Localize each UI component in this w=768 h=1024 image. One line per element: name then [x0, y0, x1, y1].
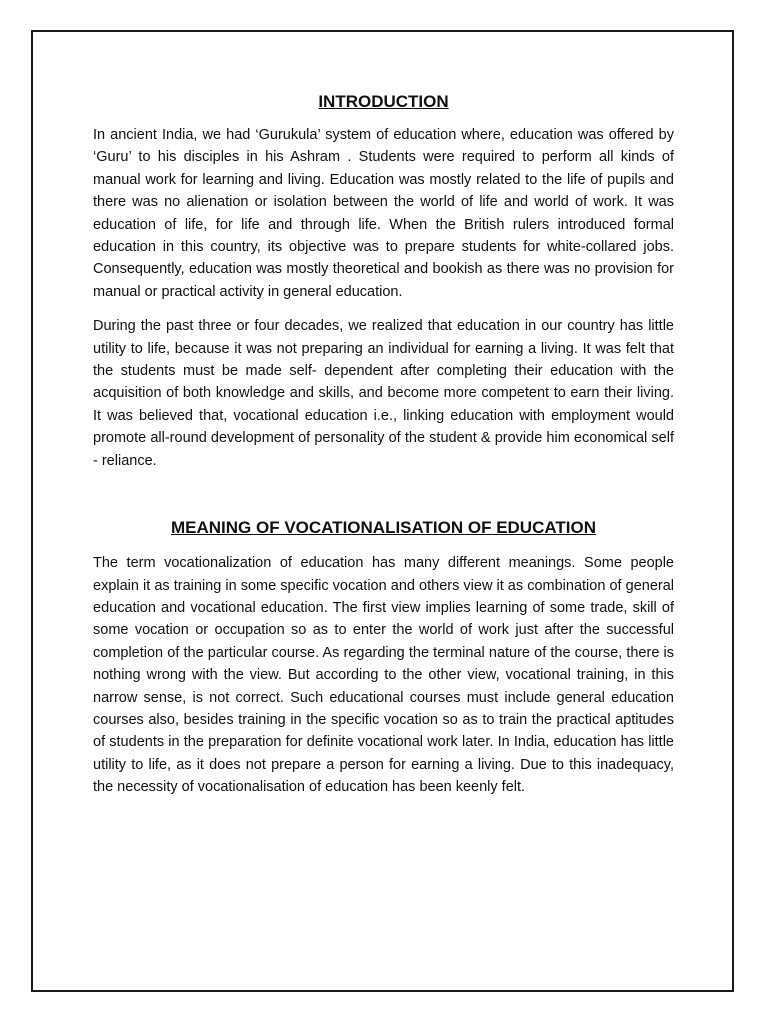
meaning-heading: MEANING OF VOCATIONALISATION OF EDUCATION [171, 518, 596, 538]
meaning-paragraph-1: The term vocationalization of education has many different meanings. Some people explain it as training in some specific vocation and others view it as combination of general education and vocational education. The first view implies learning of some trade, skill of some vocation or occupation so as to enter the world of work just after the successful completion of the particular course. As regarding the terminal nature of the course, there is nothing wrong with the view. But according to the other view, vocational training, in this narrow sense, is not correct. Such educational courses must include general education courses also, besides training in the specific vocation so as to train the practical aptitudes of students in the preparation for definite vocational work later. In India, education has little utility to life, as it does not prepare a person for earning a living. Due to this inadequacy, the necessity of vocationalisation of education has been keenly felt. [93, 555, 674, 796]
introduction-paragraph-1: In ancient India, we had ‘Gurukula’ system of education where, education was offered by ‘Guru’ to his disciples in his Ashram . Students were required to perform all kinds of manual work for learning and living. Education was mostly related to the life of pupils and there was no alienation or isolation between the world of life and world of work. It was education of life, for life and through life. When the British rulers introduced formal education in this country, its objective was to prepare students for white-collared jobs. Consequently, education was mostly theoretical and bookish as there was no provision for manual or practical activity in general education. [93, 127, 674, 300]
introduction-heading: INTRODUCTION [318, 92, 449, 111]
introduction-paragraph-2: During the past three or four decades, we realized that education in our country has little utility to life, because it was not preparing an individual for earning a living. It was felt that the students must be made self- dependent after completing their education with the acquisition of both knowledge and skills, and become more competent to earn their living. It was believed that, vocational education i.e., linking education with employment would promote all-round development of personality of the student & provide him economical self - reliance. [93, 318, 674, 469]
document-body [93, 90, 674, 811]
